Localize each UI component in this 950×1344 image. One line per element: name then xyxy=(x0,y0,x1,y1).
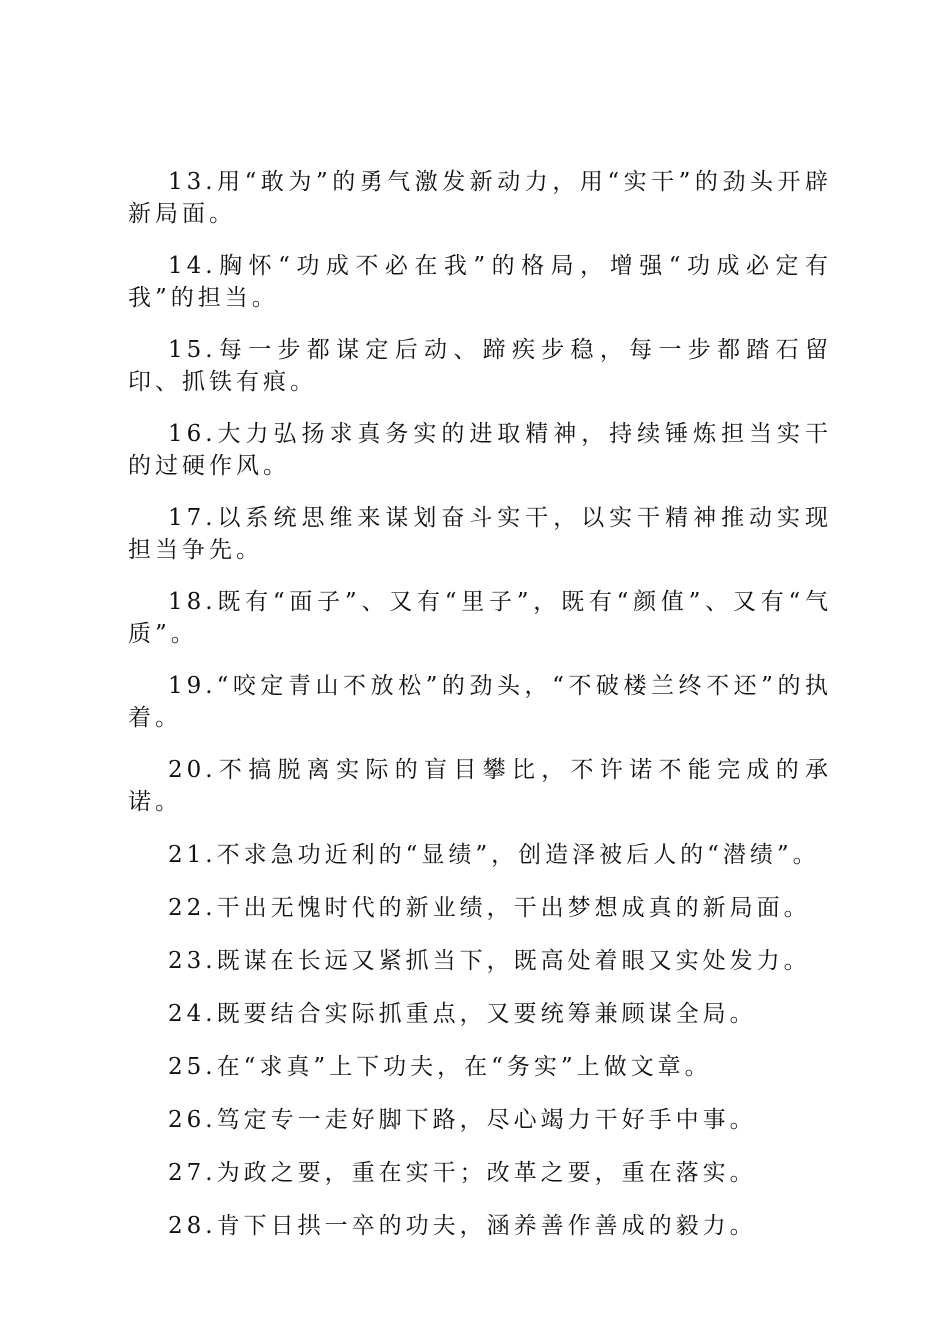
paragraph-28: 28.肯下日拱一卒的功夫，涵养善作善成的毅力。 xyxy=(168,1213,757,1239)
paragraph-14: 14.胸怀“功成不必在我”的格局，增强“功成必定有我”的担当。 xyxy=(128,253,832,311)
paragraph-13: 13.用“敢为”的勇气激发新动力，用“实干”的劲头开辟新局面。 xyxy=(128,169,832,227)
paragraph-20: 20.不搞脱离实际的盲目攀比，不许诺不能完成的承诺。 xyxy=(128,757,832,815)
paragraph-23: 23.既谋在长远又紧抓当下，既高处着眼又实处发力。 xyxy=(168,948,811,974)
paragraph-24: 24.既要结合实际抓重点，又要统筹兼顾谋全局。 xyxy=(168,1001,757,1027)
paragraph-21: 21.不求急功近利的“显绩”，创造泽被后人的“潜绩”。 xyxy=(168,842,820,868)
paragraph-22: 22.干出无愧时代的新业绩，干出梦想成真的新局面。 xyxy=(168,895,811,921)
paragraph-25: 25.在“求真”上下功夫，在“务实”上做文章。 xyxy=(168,1054,712,1080)
paragraph-15: 15.每一步都谋定后动、蹄疾步稳，每一步都踏石留印、抓铁有痕。 xyxy=(128,337,832,395)
paragraph-17: 17.以系统思维来谋划奋斗实干，以实干精神推动实现担当争先。 xyxy=(128,505,832,563)
paragraph-16: 16.大力弘扬求真务实的进取精神，持续锤炼担当实干的过硬作风。 xyxy=(128,421,832,479)
paragraph-26: 26.笃定专一走好脚下路，尽心竭力干好手中事。 xyxy=(168,1107,757,1133)
paragraph-19: 19.“咬定青山不放松”的劲头，“不破楼兰终不还”的执着。 xyxy=(128,673,832,731)
paragraph-18: 18.既有“面子”、又有“里子”，既有“颜值”、又有“气质”。 xyxy=(128,589,832,647)
paragraph-27: 27.为政之要，重在实干；改革之要，重在落实。 xyxy=(168,1160,757,1186)
document-body xyxy=(128,166,832,1263)
